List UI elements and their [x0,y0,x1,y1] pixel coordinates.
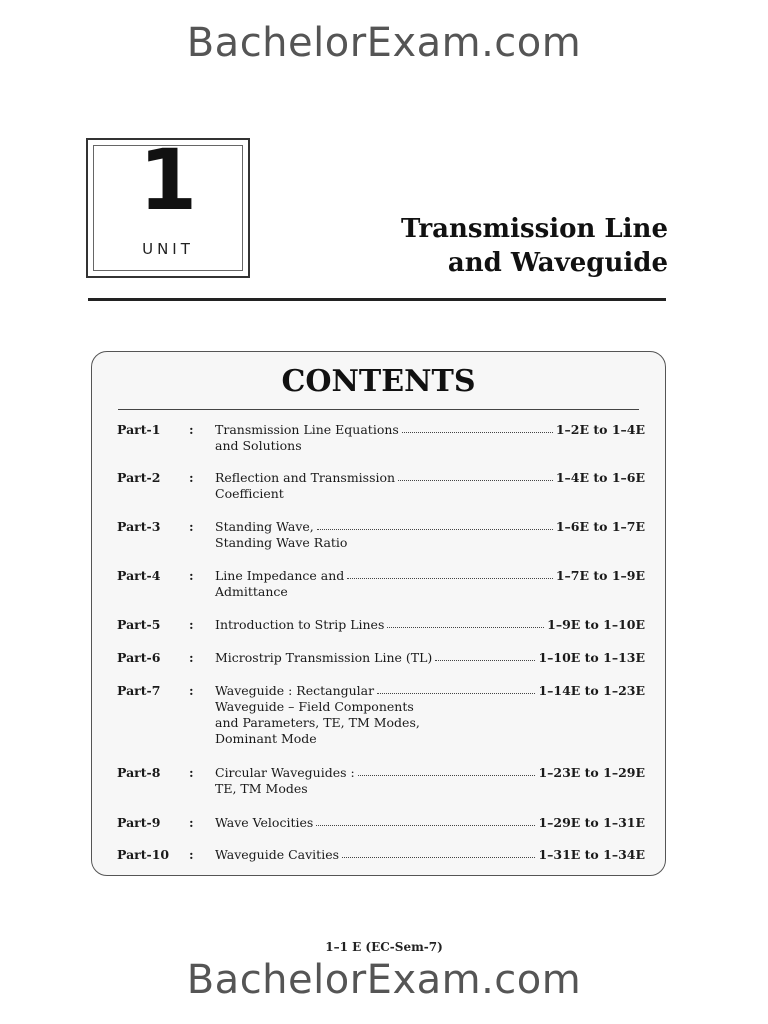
toc-dot-leader [435,649,535,661]
toc-separator: : [189,815,194,830]
toc-entry-line [215,815,645,831]
toc-page-range: 1–4E to 1–6E [555,470,645,485]
watermark-top: BachelorExam.com [186,20,582,66]
toc-dot-leader [402,421,553,433]
unit-badge [86,131,250,278]
toc-part-label: Part-5 [117,617,161,632]
toc-part-label: Part-6 [117,650,161,665]
toc-entry-line [215,470,645,486]
toc-dot-leader [358,764,536,776]
toc-topic-continuation: Admittance [215,584,288,599]
toc-page-range: 1–14E to 1–23E [538,683,645,698]
toc-entry-line [215,765,645,781]
toc-dot-leader [317,518,553,530]
toc-topic-continuation: TE, TM Modes [215,781,308,796]
toc-topic: Standing Wave, [215,519,314,534]
toc-description [215,650,645,666]
footer-page-reference: 1–1 E (EC-Sem-7) [325,940,443,954]
toc-topic: Microstrip Transmission Line (TL) [215,650,433,665]
toc-entry-line [215,422,645,438]
toc-part-label: Part-2 [117,470,161,485]
contents-heading: CONTENTS [281,364,476,399]
toc-part-label: Part-3 [117,519,161,534]
toc-part-label: Part-8 [117,765,161,780]
toc-part-label: Part-4 [117,568,161,583]
toc-description [215,683,645,747]
toc-part-label: Part-7 [117,683,161,698]
toc-separator: : [189,519,194,534]
toc-dot-leader [342,846,535,858]
title-divider [88,298,666,301]
toc-topic: Introduction to Strip Lines [215,617,385,632]
toc-description [215,847,645,863]
toc-page-range: 1–10E to 1–13E [538,650,645,665]
toc-description [215,815,645,831]
unit-label: UNIT [142,240,194,258]
toc-topic: Wave Velocities [215,815,314,830]
toc-description [215,470,645,502]
unit-title-line-2: and Waveguide [447,248,668,278]
toc-topic-continuation: Coefficient [215,486,284,501]
toc-topic-continuation: and Solutions [215,438,302,453]
toc-separator: : [189,568,194,583]
toc-topic: Circular Waveguides : [215,765,355,780]
toc-entry-line [215,519,645,535]
toc-part-label: Part-1 [117,422,161,437]
toc-topic: Line Impedance and [215,568,345,583]
toc-page-range: 1–2E to 1–4E [555,422,645,437]
toc-entry-line [215,847,645,863]
toc-entry-line [215,617,645,633]
toc-page-range: 1–7E to 1–9E [555,568,645,583]
toc-dot-leader [398,469,553,481]
unit-number: 1 [138,131,198,229]
toc-part-label: Part-9 [117,815,161,830]
toc-description [215,422,645,454]
contents-panel [91,351,666,876]
toc-page-range: 1–31E to 1–34E [538,847,645,862]
toc-topic: Waveguide : Rectangular [215,683,375,698]
toc-page-range: 1–6E to 1–7E [555,519,645,534]
toc-entry-line [215,650,645,666]
toc-dot-leader [347,567,553,579]
toc-page-range: 1–23E to 1–29E [538,765,645,780]
toc-separator: : [189,617,194,632]
toc-topic: Reflection and Transmission [215,470,396,485]
toc-separator: : [189,765,194,780]
toc-dot-leader [387,616,544,628]
toc-page-range: 1–9E to 1–10E [547,617,645,632]
toc-separator: : [189,422,194,437]
contents-divider [118,409,639,410]
toc-topic-continuation: Waveguide – Field Components [215,699,414,714]
toc-description [215,617,645,633]
watermark-bottom: BachelorExam.com [186,957,582,1003]
toc-separator: : [189,847,194,862]
toc-topic-continuation: Standing Wave Ratio [215,535,348,550]
toc-separator: : [189,683,194,698]
toc-description [215,568,645,600]
toc-description [215,519,645,551]
toc-dot-leader [316,814,535,826]
toc-separator: : [189,650,194,665]
unit-title [401,212,668,280]
toc-separator: : [189,470,194,485]
toc-topic-continuation: and Parameters, TE, TM Modes, [215,715,420,730]
toc-description [215,765,645,797]
toc-entry-line [215,568,645,584]
toc-dot-leader [377,682,535,694]
toc-topic: Transmission Line Equations [215,422,399,437]
toc-topic: Waveguide Cavities [215,847,340,862]
toc-topic-continuation: Dominant Mode [215,731,317,746]
toc-entry-line [215,683,645,699]
unit-title-line-1: Transmission Line [401,214,668,244]
toc-part-label: Part-10 [117,847,170,862]
toc-page-range: 1–29E to 1–31E [538,815,645,830]
